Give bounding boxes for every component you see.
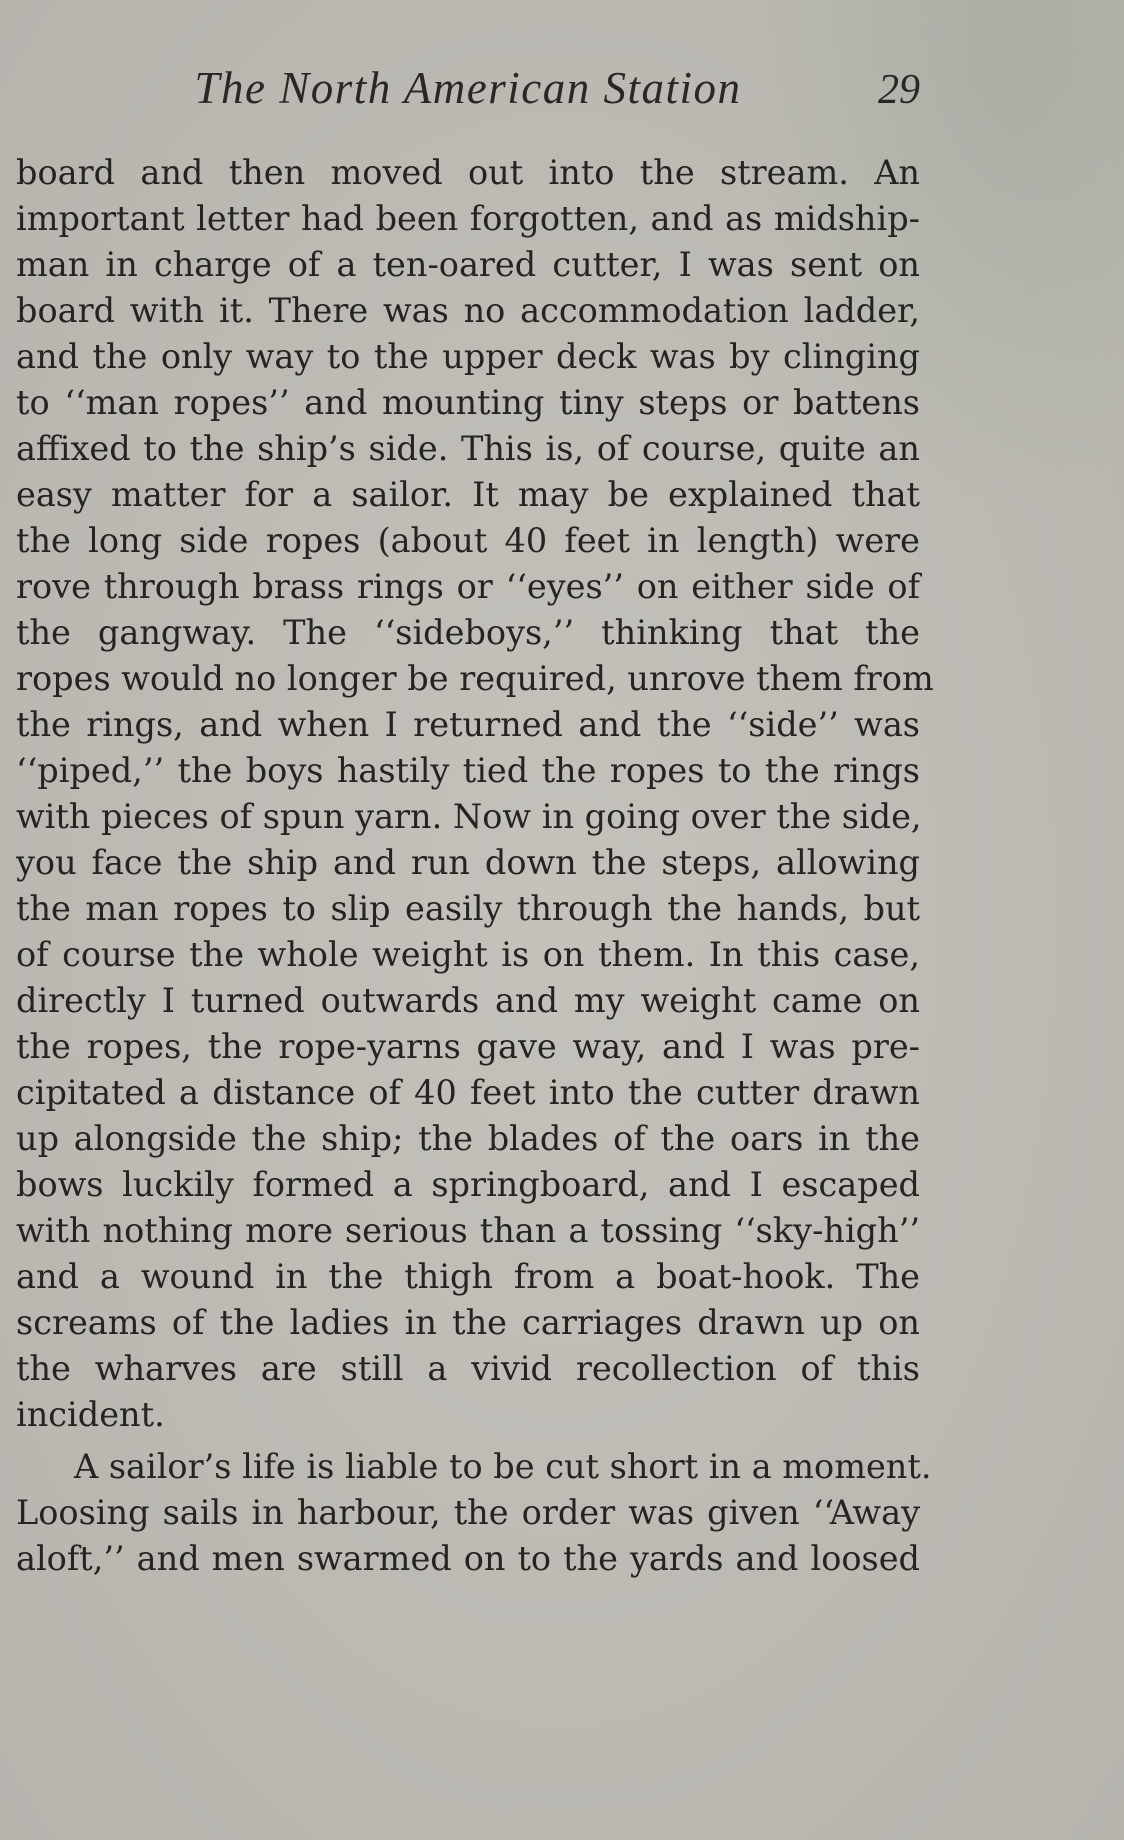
running-head	[16, 62, 920, 122]
text-line: easy matter for a sailor. It may be explained that	[16, 475, 920, 514]
text-line: important letter had been forgotten, and as midship-	[16, 199, 920, 238]
text-line: bows luckily formed a springboard, and I escaped	[16, 1165, 920, 1204]
text-line: A sailor’s life is liable to be cut short in a moment.	[74, 1447, 932, 1486]
text-line: ‘‘piped,’’ the boys hastily tied the ropes to the rings	[16, 751, 920, 790]
paragraph-1	[16, 150, 934, 1438]
text-line: up alongside the ship; the blades of the oars in the	[16, 1119, 920, 1158]
text-line: with pieces of spun yarn. Now in going over the side,	[16, 797, 922, 836]
text-line: the wharves are still a vivid recollection of this	[16, 1349, 920, 1388]
text-line: ropes would no longer be required, unrove them from	[16, 659, 934, 698]
text-line: the gangway. The ‘‘sideboys,’’ thinking that the	[16, 613, 920, 652]
text-line: affixed to the ship’s side. This is, of course, quite an	[16, 429, 920, 468]
text-line: cipitated a distance of 40 feet into the cutter drawn	[16, 1073, 920, 1112]
text-line: the rings, and when I returned and the ‘‘side’’ was	[16, 705, 920, 744]
text-line: the ropes, the rope-yarns gave way, and I was pre-	[16, 1027, 920, 1066]
text-line: incident.	[16, 1395, 165, 1434]
text-line: aloft,’’ and men swarmed on to the yards and loosed	[16, 1539, 920, 1578]
text-line: of course the whole weight is on them. In this case,	[16, 935, 920, 974]
text-line: rove through brass rings or ‘‘eyes’’ on either side of	[16, 567, 920, 606]
text-line: you face the ship and run down the steps, allowing	[16, 843, 920, 882]
body-text	[16, 150, 934, 1582]
text-line: screams of the ladies in the carriages drawn up on	[16, 1303, 920, 1342]
text-line: with nothing more serious than a tossing ‘‘sky-high’’	[16, 1211, 920, 1250]
text-line: the long side ropes (about 40 feet in length) were	[16, 521, 920, 560]
text-line: directly I turned outwards and my weight came on	[16, 981, 920, 1020]
text-line: Loosing sails in harbour, the order was given ‘‘Away	[16, 1493, 920, 1532]
text-line: board and then moved out into the stream. An	[16, 153, 920, 192]
text-line: and a wound in the thigh from a boat-hook. The	[16, 1257, 920, 1296]
text-line: and the only way to the upper deck was by clinging	[16, 337, 920, 376]
text-line: to ‘‘man ropes’’ and mounting tiny steps or battens	[16, 383, 920, 422]
text-line: man in charge of a ten-oared cutter, I was sent on	[16, 245, 920, 284]
paragraph-2	[16, 1444, 932, 1582]
text-line: the man ropes to slip easily through the hands, but	[16, 889, 920, 928]
running-title: The North American Station	[194, 63, 742, 113]
text-line: board with it. There was no accommodation ladder,	[16, 291, 920, 330]
page-number: 29	[878, 67, 920, 113]
